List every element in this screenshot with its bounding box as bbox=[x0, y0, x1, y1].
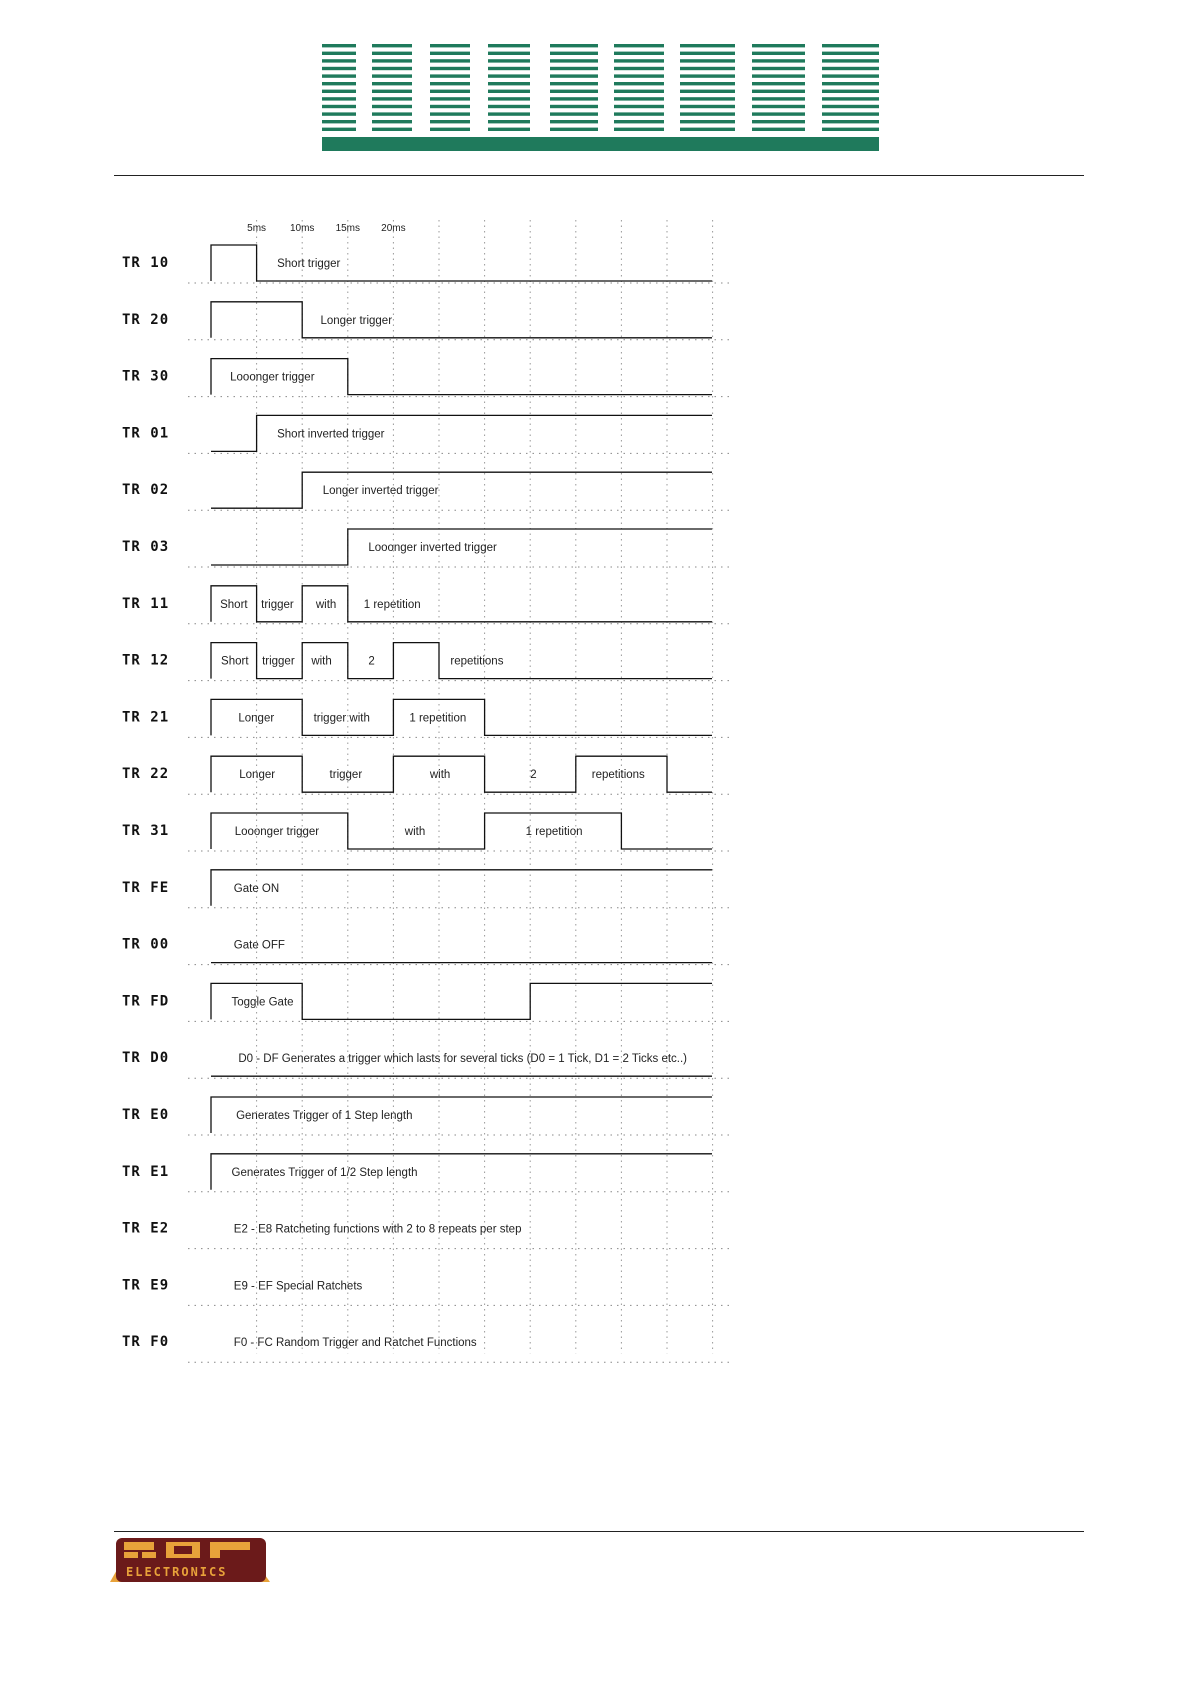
waveform-label: E9 - EF Special Ratchets bbox=[233, 1280, 363, 1293]
waveform-label: Toggle Gate bbox=[231, 996, 294, 1009]
trigger-code: TR 31 bbox=[122, 823, 170, 839]
waveform-label: 2 bbox=[368, 655, 375, 668]
waveform-label: Short trigger bbox=[277, 258, 341, 270]
waveform-label: Looonger trigger bbox=[234, 826, 320, 838]
waveform-label: F0 - FC Random Trigger and Ratchet Functions bbox=[233, 1337, 477, 1350]
trigger-code: TR 00 bbox=[122, 936, 170, 953]
waveform-label: D0 - DF Generates a trigger which lasts for several ticks (D0 = 1 Tick, D1 = 2 Ticks etc..) bbox=[238, 1053, 688, 1066]
time-tick-label: 10ms bbox=[289, 223, 315, 234]
waveform-label: 2 bbox=[530, 769, 537, 782]
waveform-label: with bbox=[429, 769, 451, 782]
waveform-label: E2 - E8 Ratcheting functions with 2 to 8 repeats per step bbox=[233, 1223, 522, 1236]
trigger-code: TR FE bbox=[122, 879, 170, 896]
waveform-label: Looonger inverted trigger bbox=[368, 542, 497, 554]
waveform-label: trigger bbox=[262, 655, 295, 668]
waveform-label: Looonger trigger bbox=[230, 371, 315, 384]
trigger-code: TR 20 bbox=[122, 311, 170, 328]
time-tick-label: 15ms bbox=[335, 223, 361, 234]
waveform-label: Longer bbox=[239, 769, 276, 782]
waveform-label: Longer inverted trigger bbox=[322, 485, 439, 498]
trigger-code: TR E0 bbox=[122, 1107, 170, 1123]
time-tick-label: 20ms bbox=[381, 223, 406, 234]
trigger-code: TR 22 bbox=[122, 766, 170, 783]
waveform-label: Generates Trigger of 1/2 Step length bbox=[231, 1166, 418, 1179]
waveform-label: Short bbox=[220, 598, 248, 611]
waveform-label: repetitions bbox=[450, 655, 504, 668]
trigger-code: TR 03 bbox=[122, 539, 170, 555]
waveform-label: repetitions bbox=[591, 769, 645, 782]
logo-wordmark: ELECTRONICS bbox=[126, 1565, 228, 1579]
trigger-code: TR 30 bbox=[122, 368, 170, 385]
trigger-code: TR E2 bbox=[122, 1220, 170, 1237]
waveform-label: 1 repetition bbox=[525, 826, 583, 838]
waveform-label: Short inverted trigger bbox=[277, 428, 385, 441]
waveform-label: trigger bbox=[261, 598, 294, 611]
waveform-label: Gate OFF bbox=[233, 939, 285, 952]
waveform-label: with bbox=[404, 826, 426, 838]
waveform-label: trigger bbox=[329, 769, 363, 782]
waveform-label: with bbox=[311, 655, 332, 668]
waveform-label: Gate ON bbox=[233, 882, 280, 895]
waveform-label: 1 repetition bbox=[363, 598, 421, 611]
waveform-label: trigger with bbox=[313, 712, 370, 725]
trigger-code: TR 21 bbox=[122, 709, 170, 726]
waveform-label: with bbox=[315, 598, 337, 611]
trigger-code: TR E9 bbox=[122, 1277, 170, 1294]
trigger-code: TR 02 bbox=[122, 482, 170, 499]
trigger-code: TR E1 bbox=[122, 1163, 170, 1180]
waveform-label: Short bbox=[221, 655, 249, 668]
trigger-code: TR FD bbox=[122, 993, 170, 1010]
trigger-code: TR 10 bbox=[122, 255, 170, 271]
xor-electronics-logo bbox=[0, 0, 300, 1600]
trigger-code: TR D0 bbox=[122, 1050, 170, 1067]
trigger-code: TR F0 bbox=[122, 1334, 170, 1351]
waveform-label: Longer trigger bbox=[320, 314, 393, 327]
waveform-label: Longer bbox=[238, 712, 275, 725]
trigger-code: TR 11 bbox=[122, 595, 170, 612]
time-tick-label: 5ms bbox=[247, 223, 267, 234]
waveform-label: 1 repetition bbox=[409, 712, 467, 725]
trigger-code: TR 12 bbox=[122, 652, 170, 669]
waveform-label: Generates Trigger of 1 Step length bbox=[236, 1110, 413, 1122]
trigger-code: TR 01 bbox=[122, 425, 170, 442]
